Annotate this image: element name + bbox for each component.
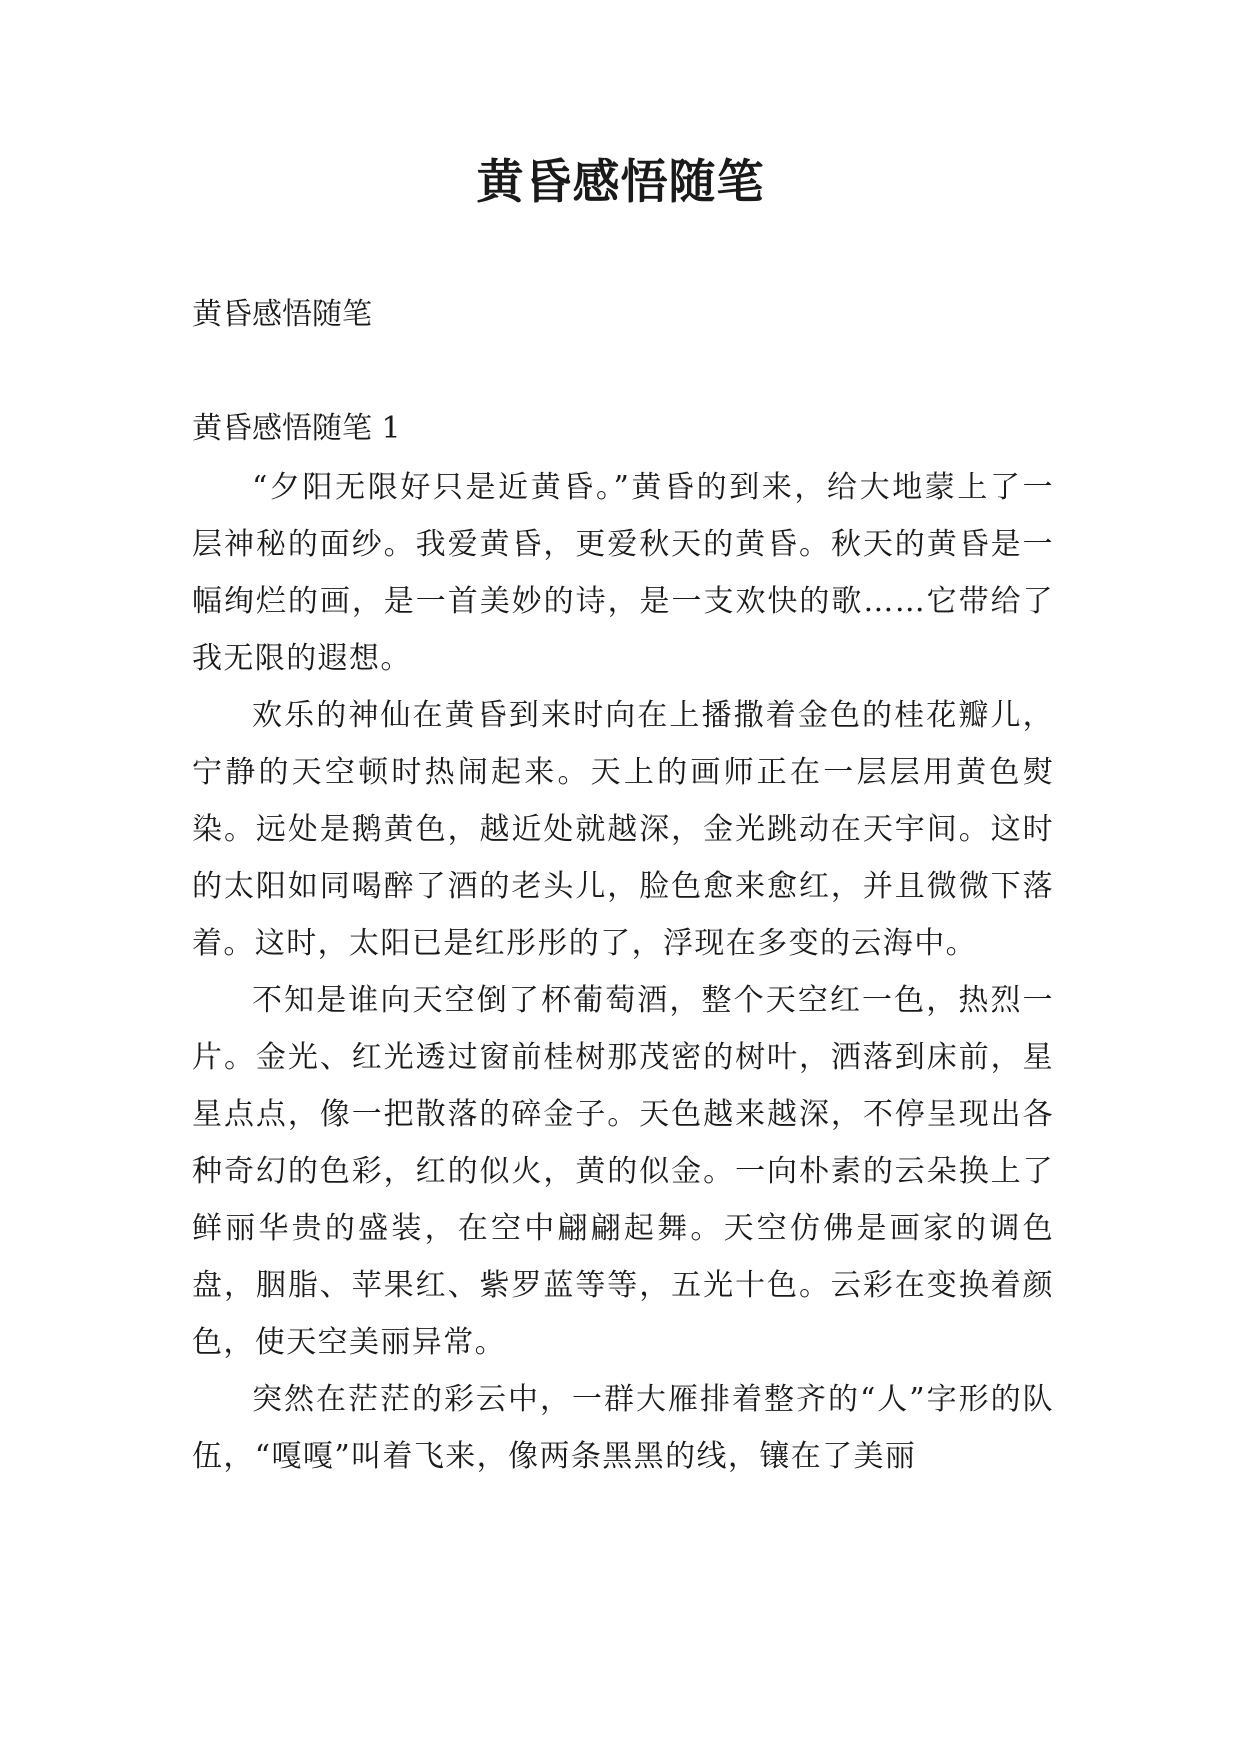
document-subtitle: 黄昏感悟随笔	[192, 297, 372, 332]
document-body	[192, 285, 1054, 1485]
document-title: 黄昏感悟随笔	[476, 155, 765, 210]
paragraph: 欢乐的神仙在黄昏到来时向在上播撒着金色的桂花瓣儿，宁静的天空顿时热闹起来。天上的画师正在一层层用黄色熨染。远处是鹅黄色，越近处就越深，金光跳动在天宇间。这时的太阳如同喝醉了酒的老头儿，脸色愈来愈红，并且微微下落着。这时，太阳已是红彤彤的了，浮现在多变的云海中。	[192, 698, 1054, 961]
paragraph: 不知是谁向天空倒了杯葡萄酒，整个天空红一色，热烈一片。金光、红光透过窗前桂树那茂密的树叶，洒落到床前，星星点点，像一把散落的碎金子。天色越来越深，不停呈现出各种奇幻的色彩，红的似火，黄的似金。一向朴素的云朵换上了鲜丽华贵的盛装，在空中翩翩起舞。天空仿佛是画家的调色盘，胭脂、苹果红、紫罗蓝等等，五光十色。云彩在变换着颜色，使天空美丽异常。	[192, 983, 1054, 1360]
paragraph: 突然在茫茫的彩云中，一群大雁排着整齐的“人”字形的队伍，“嘎嘎”叫着飞来，像两条黑黑的线，镶在了美丽	[192, 1382, 1054, 1474]
section-heading: 黄昏感悟随笔 1	[192, 411, 401, 446]
paragraph: “夕阳无限好只是近黄昏。”黄昏的到来，给大地蒙上了一层神秘的面纱。我爱黄昏，更爱秋天的黄昏。秋天的黄昏是一幅绚烂的画，是一首美妙的诗，是一支欢快的歌……它带给了我无限的遐想。	[192, 470, 1054, 676]
